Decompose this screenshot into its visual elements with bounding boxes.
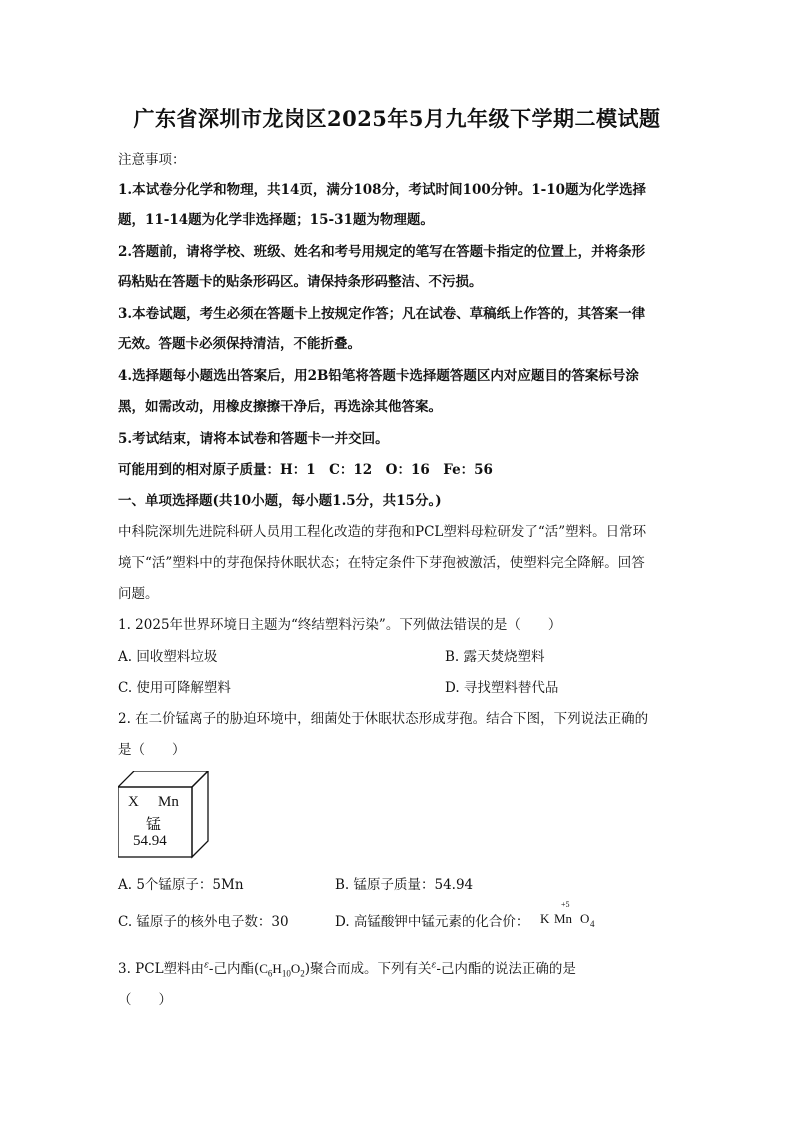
q3-formula-h: H	[272, 961, 282, 976]
notice-line-6: 无效。答题卡必须保持清洁，不能折叠。	[118, 336, 361, 352]
passage-line-1: 中科院深圳先进院科研人员用工程化改造的芽孢和PCL塑料母粒研发了“活”塑料。日常环	[118, 524, 647, 540]
q1-option-a: A. 回收塑料垃圾	[118, 649, 218, 665]
exam-title: 广东省深圳市龙岗区2025年5月九年级下学期二模试题	[133, 106, 661, 131]
q3-stem-end: -己内酯的说法正确的是	[436, 961, 576, 977]
notice-line-7: 4.选择题每小题选出答案后，用2B铅笔将答题卡选择题答题区内对应题目的答案标号涂	[118, 368, 639, 384]
q3-epsilon-2: ε	[431, 960, 437, 971]
q2-stem-line-2: 是（ ）	[118, 742, 186, 758]
q3-stem-line-2: （ ）	[118, 992, 172, 1008]
formula-mn: Mn	[554, 911, 573, 926]
q1-option-b: B. 露天焚烧塑料	[445, 649, 545, 665]
q2-option-a: A. 5个锰原子：5Mn	[118, 877, 244, 893]
notice-line-4: 码粘贴在答题卡的贴条形码区。请保持条形码整洁、不污损。	[118, 274, 483, 290]
passage-line-3: 问题。	[118, 586, 159, 602]
q2-option-d-formula	[540, 900, 610, 930]
formula-charge: +5	[561, 900, 570, 909]
q3-stem-suffix: )聚合而成。下列有关	[304, 961, 432, 977]
q1-option-c: C. 使用可降解塑料	[118, 680, 231, 696]
q3-formula-o: O	[290, 961, 301, 976]
element-number-placeholder: X	[128, 794, 139, 810]
q2-option-b: B. 锰原子质量：54.94	[335, 877, 474, 893]
notice-line-3: 2.答题前，请将学校、班级、姓名和考号用规定的笔写在答题卡指定的位置上，并将条形	[118, 244, 646, 260]
formula-o-subscript: 4	[590, 919, 595, 929]
atomic-mass-line: 可能用到的相对原子质量：H：1 C：12 O：16 Fe：56	[118, 462, 493, 478]
q1-stem: 1. 2025年世界环境日主题为“终结塑料污染”。下列做法错误的是（ ）	[118, 617, 562, 633]
section-heading: 一、单项选择题(共10小题，每小题1.5分，共15分。)	[118, 493, 442, 509]
element-name: 锰	[146, 815, 162, 833]
passage-line-2: 境下“活”塑料中的芽孢保持休眠状态；在特定条件下芽孢被激活，使塑料完全降解。回答	[118, 555, 645, 571]
notice-heading: 注意事项：	[118, 152, 186, 168]
q3-formula	[259, 961, 305, 979]
element-symbol: Mn	[158, 794, 179, 810]
element-mass: 54.94	[133, 833, 167, 849]
q2-option-c: C. 锰原子的核外电子数：30	[118, 914, 289, 930]
element-card-manganese	[118, 771, 210, 859]
q1-option-d: D. 寻找塑料替代品	[445, 680, 559, 696]
q3-formula-c-sub: 6	[267, 968, 273, 979]
notice-line-8: 黑，如需改动，用橡皮擦擦干净后，再选涂其他答案。	[118, 399, 442, 415]
q3-formula-o-sub: 2	[300, 968, 305, 979]
notice-line-2: 题，11-14题为化学非选择题；15-31题为物理题。	[118, 212, 434, 228]
q3-stem-line-1	[118, 957, 576, 979]
q3-epsilon-1: ε	[204, 960, 209, 971]
formula-o: O	[580, 911, 590, 926]
notice-line-5: 3.本卷试题，考生必须在答题卡上按规定作答；凡在试卷、草稿纸上作答的，其答案一律	[118, 306, 646, 322]
q3-formula-h-sub: 10	[281, 968, 291, 979]
notice-line-1: 1.本试卷分化学和物理，共14页，满分108分，考试时间100分钟。1-10题为化学选择	[118, 182, 647, 198]
notice-line-9: 5.考试结束，请将本试卷和答题卡一并交回。	[118, 431, 389, 447]
q3-formula-c: C	[259, 961, 268, 976]
formula-k: K	[540, 911, 550, 926]
q2-option-d: D. 高锰酸钾中锰元素的化合价：	[335, 914, 530, 930]
q3-stem-mid: -己内酯(	[208, 961, 260, 977]
q3-stem-prefix: 3. PCL塑料由	[118, 961, 205, 977]
q2-stem-line-1: 2. 在二价锰离子的胁迫环境中，细菌处于休眠状态形成芽孢。结合下图，下列说法正确的	[118, 711, 649, 727]
